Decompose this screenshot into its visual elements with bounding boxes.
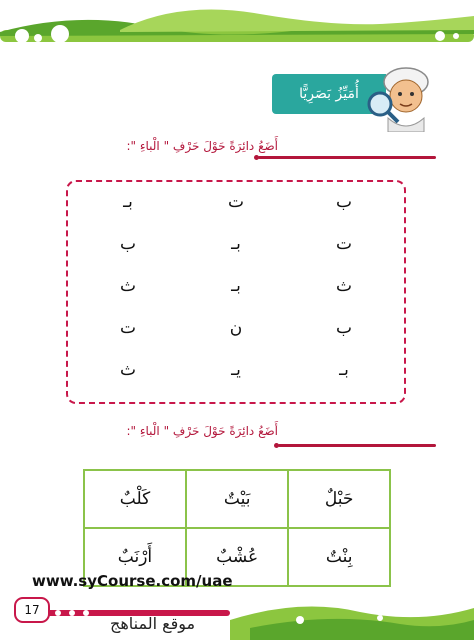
- instruction-1-underline: [258, 156, 436, 159]
- word-cell[interactable]: عُشْبٌ: [186, 528, 288, 586]
- instruction-1: أَضَعُ دائِرَةً حَوْلَ حَرْفِ " الْباءِ ":: [126, 139, 278, 153]
- letter-cell[interactable]: ث: [119, 276, 136, 296]
- letter-cell[interactable]: ن: [229, 318, 243, 338]
- word-table: [83, 469, 391, 587]
- letter-cell[interactable]: يـ: [231, 360, 241, 380]
- letter-cell[interactable]: بـ: [231, 234, 241, 254]
- top-decorative-band: [0, 0, 474, 60]
- letter-cell[interactable]: بـ: [231, 276, 241, 296]
- underline-dot: [254, 155, 259, 160]
- table-row: [84, 470, 390, 528]
- word-cell[interactable]: بَيْتٌ: [186, 470, 288, 528]
- letter-cell[interactable]: ت: [335, 234, 352, 254]
- boy-with-magnifier-icon: [366, 60, 440, 132]
- letter-cell[interactable]: بـ: [339, 360, 349, 380]
- letter-cell[interactable]: ت: [119, 318, 136, 338]
- letter-cell[interactable]: بـ: [123, 192, 133, 212]
- letter-grid: [66, 186, 406, 398]
- word-cell[interactable]: بِنْتٌ: [288, 528, 390, 586]
- page-number-text: 17: [24, 603, 40, 617]
- word-cell[interactable]: أَرْنَبٌ: [84, 528, 186, 586]
- underline-dot: [274, 443, 279, 448]
- letter-cell[interactable]: ب: [335, 192, 352, 212]
- letter-cell[interactable]: ت: [227, 192, 244, 212]
- word-cell[interactable]: حَبْلٌ: [288, 470, 390, 528]
- footer-url: www.syCourse.com/uae: [32, 572, 233, 590]
- instruction-2-underline: [278, 444, 436, 447]
- letter-cell[interactable]: ث: [119, 360, 136, 380]
- letter-cell[interactable]: ب: [119, 234, 136, 254]
- banner-title: أُمَيِّزُ بَصَرِيًّا: [299, 86, 359, 102]
- watermark-text: موقع المناهج: [110, 614, 196, 633]
- page-number: [14, 597, 50, 623]
- bottom-decorative-band: [0, 590, 474, 640]
- instruction-2: أَضَعُ دائِرَةً حَوْلَ حَرْفِ " الْباءِ ":: [126, 424, 278, 438]
- word-cell[interactable]: كَلْبٌ: [84, 470, 186, 528]
- letter-cell[interactable]: ب: [335, 318, 352, 338]
- letter-cell[interactable]: ث: [335, 276, 352, 296]
